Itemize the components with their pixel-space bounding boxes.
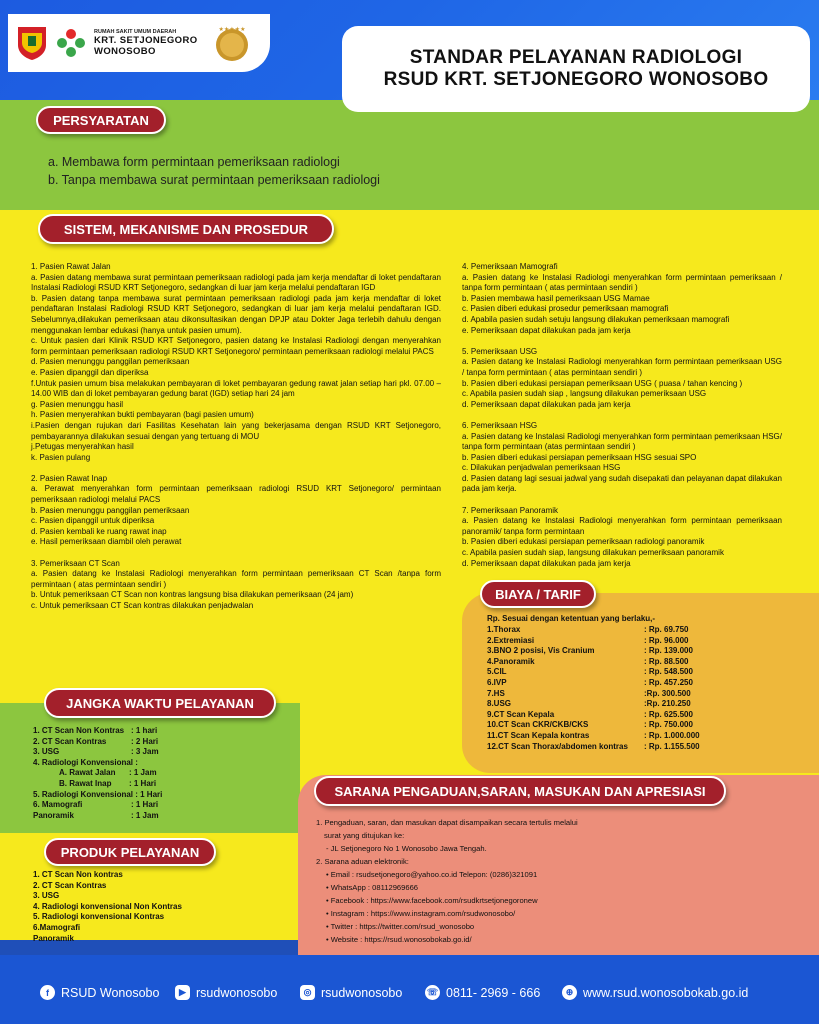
- complaint-line: 1. Pengaduan, saran, dan masukan dapat disampaikan secara tertulis melalui: [316, 818, 578, 827]
- complaint-bullet: [316, 894, 796, 907]
- cost-item-name: 1.Thorax: [487, 625, 521, 634]
- timeframe-row: [33, 726, 253, 737]
- page-title: [342, 26, 810, 112]
- procedure-line: c. Untuk pasien dari Klinik RSUD KRT Setjonegoro, pasien datang ke Instalasi Radiologi dengan menyerahkan form permintaan pemeriksaan radiologi RSUD KRT Setjonegoro/ permintaan pemeriksaan radiologi melalui PACS: [31, 336, 441, 356]
- cost-row: [487, 742, 747, 753]
- product-item: 5. Radiologi konvensional Kontras: [33, 912, 165, 922]
- complaint-bullet-text: Email : rsudsetjonegoro@yahoo.co.id Telepon: (0286)321091: [330, 870, 538, 879]
- complaint-line: surat yang ditujukan ke:: [324, 831, 405, 840]
- facebook-icon: f: [40, 985, 55, 1000]
- timeframe-item-value: : 3 Jam: [131, 747, 159, 757]
- instagram-icon: ◎: [300, 985, 315, 1000]
- procedure-line: a. Pasien datang ke Instalasi Radiologi menyerahkan form permintaan pemeriksaan panoramik/ tanpa form permintaan: [462, 516, 782, 536]
- procedure-line: d. Apabila pasien sudah setuju langsung dilakukan pemeriksaan mamografi: [462, 314, 730, 324]
- timeframe-item-value: : 1 Jam: [131, 810, 159, 820]
- complaint-line: 2. Sarana aduan elektronik:: [316, 857, 409, 866]
- cost-row: [487, 625, 747, 636]
- bullet-icon: •: [326, 935, 331, 944]
- complaint-line: - JL Setjonegoro No 1 Wonosobo Jawa Tengah.: [326, 844, 487, 853]
- bullet-icon: •: [326, 922, 331, 931]
- footer-website[interactable]: [562, 985, 748, 1000]
- procedure-line: c. Apabila pasien sudah siap, langsung dilakukan pemeriksaan panoramik: [462, 548, 724, 558]
- complaint-bullet-text: WhatsApp : 08112969666: [330, 883, 419, 892]
- procedure-line: [31, 463, 441, 474]
- cost-row: [487, 636, 747, 647]
- procedure-line: b. Pasien menunggu panggilan pemeriksaan: [31, 505, 190, 515]
- svg-text:★★★★★: ★★★★★: [218, 27, 245, 33]
- procedure-line: d. Pemeriksaan dapat dilakukan pada jam kerja: [462, 399, 631, 409]
- procedure-line: b. Pasien membawa hasil pemeriksaan USG Mamae: [462, 293, 650, 303]
- products-heading: PRODUK PELAYANAN: [44, 838, 216, 866]
- complaint-bullet: [316, 920, 796, 933]
- footer-instagram-label: rsudwonosobo: [321, 985, 403, 1000]
- cost-row: [487, 646, 747, 657]
- product-item: 4. Radiologi konvensional Non Kontras: [33, 901, 182, 911]
- product-item: Panoramik: [33, 933, 74, 943]
- procedure-line: b. Pasien datang tanpa membawa surat permintaan pemeriksaan radiologi pada jam kerja mendaftar di loket pendaftaran Instalasi Radiologi RSUD KRT Setjonegoro, sedangkan di luar jam kerja melalui pendaftaran IGD. Sebelumnya,dilakukan pemeriksaan atau dikonsultasikan dengan DPJP atau Dokter Jaga terlebih dahulu dengan menggunakan lembar edukasi (hanya untuk pasien umum).: [31, 293, 441, 335]
- cost-row: [487, 657, 747, 668]
- cost-item-price: : Rp. 625.500: [644, 709, 693, 719]
- page-title-line1: STANDAR PELAYANAN RADIOLOGI: [409, 47, 743, 68]
- procedure-left-column: [31, 262, 441, 612]
- cost-item-name: 4.Panoramik: [487, 656, 535, 666]
- cost-heading: BIAYA / TARIF: [480, 580, 596, 608]
- requirement-item: a. Membawa form permintaan pemeriksaan radiologi: [48, 155, 340, 169]
- timeframe-row: [33, 800, 253, 811]
- bullet-icon: •: [326, 883, 331, 892]
- timeframe-item-name: A. Rawat Jalan: [59, 768, 116, 778]
- timeframe-item-name: 1. CT Scan Non Kontras: [33, 726, 125, 735]
- procedure-line: a. Pasien datang ke Instalasi Radiologi menyerahkan form permintaan pemeriksaan CT Scan /tanpa form permintaan ( atas permintaan sendiri ): [31, 569, 441, 589]
- timeframe-item-value: : 2 Hari: [131, 736, 159, 746]
- procedure-line: b. Pasien diberi edukasi persiapan pemeriksaan radiologi panoramik: [462, 537, 705, 547]
- cost-item-name: 11.CT Scan Kepala kontras: [487, 730, 590, 740]
- footer-facebook-label: RSUD Wonosobo: [61, 985, 160, 1000]
- complaint-bullet-text: Facebook : https://www.facebook.com/rsudkrtsetjonegoronew: [330, 896, 538, 905]
- footer-whatsapp[interactable]: [425, 985, 540, 1000]
- cost-item-name: 10.CT Scan CKR/CKB/CKS: [487, 720, 589, 730]
- cost-item-name: 12.CT Scan Thorax/abdomen kontras: [487, 741, 628, 751]
- hospital-name-line2: KRT. SETJONEGORO: [94, 35, 198, 46]
- footer-website-label: www.rsud.wonosobokab.go.id: [583, 985, 749, 1000]
- hospital-logo-icon: [56, 28, 86, 58]
- procedure-line: g. Pasien menunggu hasil: [31, 399, 124, 409]
- procedure-line: c. Apabila pasien sudah siap , langsung dilakukan pemeriksaan USG: [462, 389, 707, 399]
- procedure-line: j.Petugas menyerahkan hasil: [31, 442, 134, 452]
- cost-row: [487, 689, 747, 700]
- timeframe-item-value: : 1 hari: [131, 726, 158, 735]
- cost-list: [487, 625, 747, 752]
- cost-row: [487, 678, 747, 689]
- complaint-bullet: [316, 881, 796, 894]
- timeframe-item-value: : 1 Hari: [131, 800, 159, 810]
- procedure-line: e. Pasien dipanggil dan diperiksa: [31, 367, 149, 377]
- cost-item-price: : Rp. 139.000: [644, 646, 693, 656]
- procedure-line: b. Untuk pemeriksaan CT Scan non kontras langsung bisa dilakukan pemeriksaan (24 jam): [31, 590, 354, 600]
- procedure-line: a. Perawat menyerahkan form permintaan pemeriksaan radiologi RSUD KRT Setjonegoro/ permintaan pemeriksaan radiologi melalui PACS: [31, 484, 441, 505]
- complaint-bullet-text: Twitter : https://twitter.com/rsud_wonosobo: [330, 922, 475, 931]
- procedure-heading: SISTEM, MEKANISME DAN PROSEDUR: [38, 214, 334, 244]
- procedure-line: 5. Pemeriksaan USG: [462, 346, 538, 356]
- cost-item-price: : Rp. 548.500: [644, 667, 693, 677]
- bullet-icon: •: [326, 909, 331, 918]
- procedure-line: a. Pasien datang ke Instalasi Radiologi menyerahkan form permintaan pemeriksaan HSG/ tanpa form permintaan (atas permintaan sendiri ): [462, 431, 782, 452]
- cost-item-price: : Rp. 88.500: [644, 656, 689, 666]
- youtube-icon: ▶: [175, 985, 190, 1000]
- cost-item-name: 9.CT Scan Kepala: [487, 709, 555, 719]
- timeframe-row: [33, 811, 253, 822]
- procedure-line: b. Pasien diberi edukasi persiapan pemeriksaan USG ( puasa / tahan kencing ): [462, 378, 743, 388]
- whatsapp-icon: ☏: [425, 985, 440, 1000]
- requirement-item: b. Tanpa membawa surat permintaan pemeriksaan radiologi: [48, 173, 380, 187]
- procedure-line: [462, 495, 782, 506]
- procedure-right-column: [462, 262, 782, 569]
- procedure-line: c. Dilakukan penjadwalan pemeriksaan HSG: [462, 463, 621, 473]
- timeframe-heading: JANGKA WAKTU PELAYANAN: [44, 688, 276, 718]
- procedure-line: k. Pasien pulang: [31, 452, 91, 462]
- complaint-bullet: [316, 907, 796, 920]
- timeframe-item-name: Panoramik: [33, 810, 74, 820]
- requirements-heading: PERSYARATAN: [36, 106, 166, 134]
- procedure-line: d. Pasien menunggu panggilan pemeriksaan: [31, 357, 190, 367]
- cost-item-price: : Rp. 1.000.000: [644, 730, 700, 740]
- complaints-heading: SARANA PENGADUAN,SARAN, MASUKAN DAN APRESIASI: [314, 776, 726, 806]
- procedure-line: 3. Pemeriksaan CT Scan: [31, 558, 120, 568]
- cost-item-name: 6.IVP: [487, 677, 507, 687]
- bullet-icon: •: [326, 896, 331, 905]
- timeframe-item-name: 2. CT Scan Kontras: [33, 736, 107, 746]
- footer-facebook[interactable]: [40, 985, 159, 1000]
- cost-row: [487, 699, 747, 710]
- timeframe-item-value: : 1 Hari: [129, 778, 157, 788]
- procedure-line: c. Untuk pemeriksaan CT Scan kontras dilakukan penjadwalan: [31, 601, 254, 610]
- procedure-line: i.Pasien dengan rujukan dari Fasilitas Kesehatan lain yang bekerjasama dengan RSUD KRT Setjonegoro, pembayarannya dilakukan sesuai dengan yang tertuang di MOU: [31, 420, 441, 441]
- cost-item-price: : Rp. 1.155.500: [644, 741, 700, 751]
- hospital-name: [94, 29, 198, 57]
- procedure-line: e. Pemeriksaan dapat dilakukan pada jam kerja: [462, 325, 631, 335]
- timeframe-row: [33, 747, 253, 758]
- products-list: [33, 870, 253, 944]
- cost-item-price: : Rp. 750.000: [644, 720, 693, 730]
- procedure-line: 1. Pasien Rawat Jalan: [31, 262, 111, 271]
- timeframe-row: [33, 768, 253, 779]
- cost-item-name: 8.USG: [487, 699, 512, 709]
- product-item: 3. USG: [33, 891, 60, 901]
- procedure-line: f.Untuk pasien umum bisa melakukan pembayaran di loket pembayaran gedung rawat jalan setiap hari pkl. 07.00 – 14.00 WIB dan di loket pembayaran gedung barat (IGD) setiap hari 24 jam: [31, 378, 441, 399]
- cost-row: [487, 667, 747, 678]
- footer-instagram[interactable]: [300, 985, 402, 1000]
- timeframe-item-name: 3. USG: [33, 747, 60, 757]
- procedure-line: h. Pasien menyerahkan bukti pembayaran (bagi pasien umum): [31, 410, 254, 420]
- cost-item-price: : Rp. 96.000: [644, 635, 689, 645]
- cost-item-name: 5.CIL: [487, 667, 507, 677]
- timeframe-row: [33, 737, 253, 748]
- product-item: 2. CT Scan Kontras: [33, 880, 107, 890]
- procedure-line: 6. Pemeriksaan HSG: [462, 420, 538, 430]
- complaint-bullet: [316, 868, 796, 881]
- product-item: 1. CT Scan Non kontras: [33, 870, 123, 879]
- globe-icon: ⊕: [562, 985, 577, 1000]
- complaint-bullet-text: Instagram : https://www.instagram.com/rsudwonosobo/: [330, 909, 516, 918]
- complaint-bullet-text: Website : https://rsud.wonosobokab.go.id/: [330, 935, 472, 944]
- procedure-line: [31, 548, 441, 559]
- footer-youtube-label: rsudwonosobo: [196, 985, 278, 1000]
- procedure-line: [462, 410, 782, 421]
- cost-item-price: : Rp. 457.250: [644, 677, 693, 687]
- cost-row: [487, 720, 747, 731]
- timeframe-row: [33, 758, 253, 769]
- footer-youtube[interactable]: [175, 985, 277, 1000]
- complaint-bullet: [316, 933, 796, 946]
- cost-item-name: 2.Extremiasi: [487, 635, 535, 645]
- footer-whatsapp-label: 0811- 2969 - 666: [446, 985, 541, 1000]
- procedure-line: d. Pemeriksaan dapat dilakukan pada jam kerja: [462, 558, 631, 568]
- timeframe-item-name: 5. Radiologi Konvensional : 1 Hari: [33, 789, 163, 799]
- logo-area: [8, 14, 270, 72]
- complaints-list: [316, 816, 796, 946]
- procedure-line: b. Pasien diberi edukasi persiapan pemeriksaan HSG sesuai SPO: [462, 452, 697, 462]
- timeframe-item-value: : 1 Jam: [129, 768, 157, 778]
- timeframe-item-name: 4. Radiologi Konvensional :: [33, 757, 138, 767]
- procedure-line: 4. Pemeriksaan Mamografi: [462, 262, 558, 271]
- timeframe-item-name: 6. Mamografi: [33, 800, 83, 810]
- cost-row: [487, 710, 747, 721]
- procedure-line: a. Pasien datang ke Instalasi Radiologi menyerahkan form permintaan pemeriksaan / tanpa form permintaan ( atas permintaan sendiri ): [462, 272, 782, 293]
- procedure-line: d. Pasien kembali ke ruang rawat inap: [31, 526, 167, 536]
- hospital-name-line3: WONOSOBO: [94, 46, 156, 57]
- bullet-icon: •: [326, 870, 331, 879]
- procedure-line: a. Pasien datang membawa surat permintaan pemeriksaan radiologi pada jam kerja mendaftar di loket pendaftaran Instalasi Radiologi RSUD KRT Setjonegoro, sedangkan di luar jam kerja melalui pendaftaran IGD: [31, 272, 441, 293]
- timeframe-row: [33, 779, 253, 790]
- hospital-name-line1: RUMAH SAKIT UMUM DAERAH: [94, 29, 177, 35]
- cost-item-price: :Rp. 210.250: [644, 699, 691, 709]
- procedure-line: e. Hasil pemeriksaan diambil oleh perawat: [31, 537, 182, 547]
- accreditation-badge-icon: [212, 23, 252, 63]
- cost-intro: Rp. Sesuai dengan ketentuan yang berlaku,-: [487, 614, 656, 623]
- cost-row: [487, 731, 747, 742]
- procedure-line: 7. Pemeriksaan Panoramik: [462, 505, 559, 515]
- regency-emblem-icon: [16, 25, 48, 61]
- product-item: 6.Mamografi: [33, 922, 81, 932]
- procedure-line: c. Pasien diberi edukasi prosedur pemeriksaan mamografi: [462, 304, 669, 314]
- cost-item-name: 3.BNO 2 posisi, Vis Cranium: [487, 646, 595, 656]
- page-title-line2: RSUD KRT. SETJONEGORO WONOSOBO: [383, 69, 769, 90]
- cost-item-name: 7.HS: [487, 688, 505, 698]
- procedure-line: [462, 336, 782, 347]
- timeframe-item-name: B. Rawat Inap: [59, 778, 112, 788]
- cost-item-price: : Rp. 69.750: [644, 625, 689, 634]
- timeframe-row: [33, 790, 253, 801]
- procedure-line: 2. Pasien Rawat Inap: [31, 473, 108, 483]
- procedure-line: a. Pasien datang ke Instalasi Radiologi menyerahkan form permintaan pemeriksaan USG / tanpa form permintaan ( atas permintaan sendiri ): [462, 357, 782, 377]
- procedure-line: c. Pasien dipanggil untuk diperiksa: [31, 516, 155, 526]
- cost-item-price: :Rp. 300.500: [644, 688, 691, 698]
- timeframe-list: [33, 726, 253, 821]
- procedure-line: d. Pasien datang lagi sesuai jadwal yang sudah disepakati dan pelayanan dapat dilakukan pada jam kerja.: [462, 473, 782, 494]
